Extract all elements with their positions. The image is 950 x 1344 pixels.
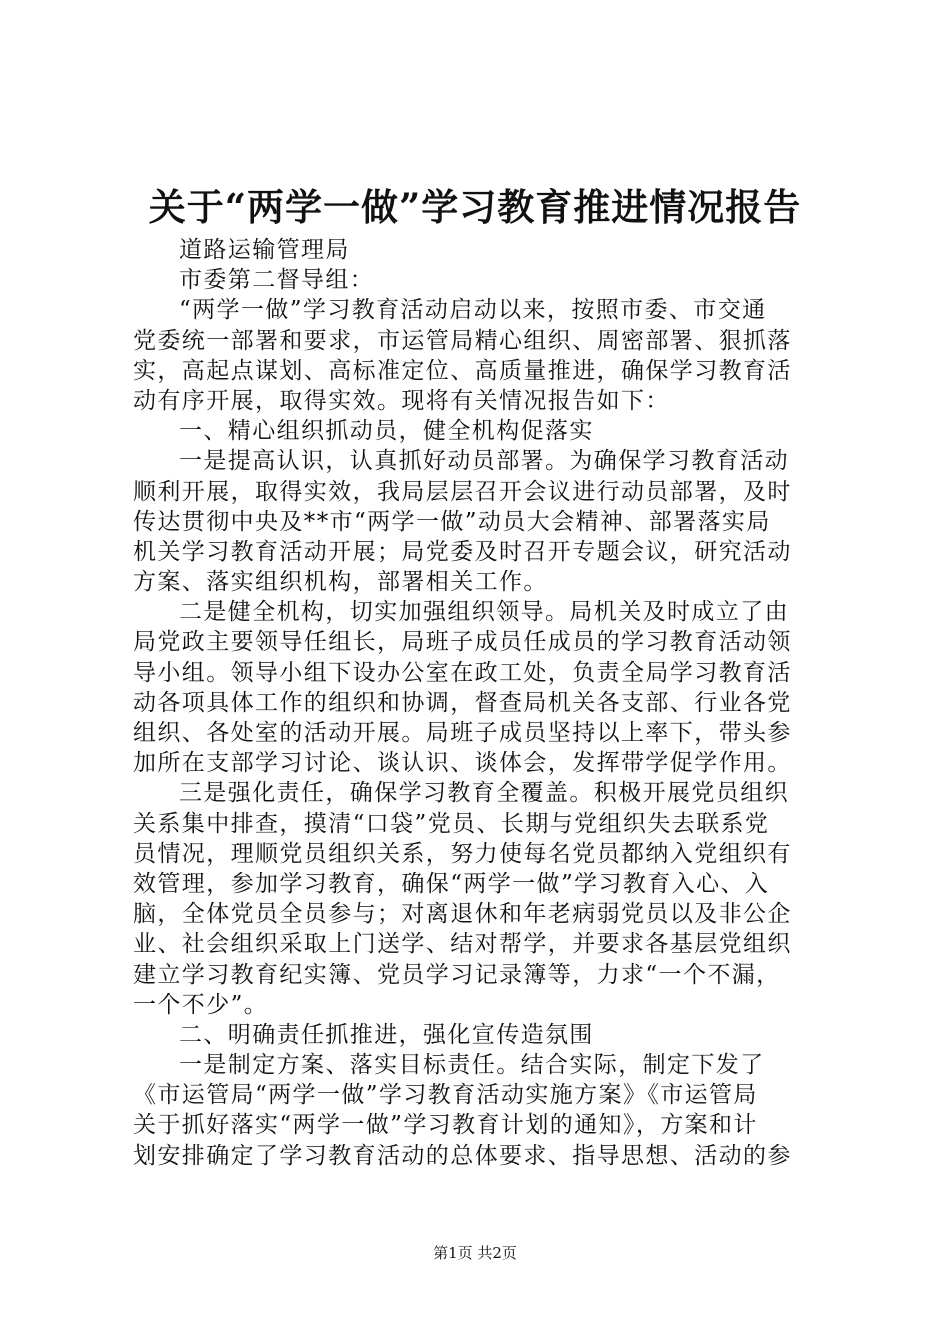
text-line: 一是提高认识，认真抓好动员部署。为确保学习教育活动: [179, 448, 789, 475]
text-line: 传达贯彻中央及**市“两学一做”动员大会精神、部署落实局: [133, 508, 771, 535]
text-line: 效管理，参加学习教育，确保“两学一做”学习教育入心、入: [133, 870, 770, 897]
text-line: 局党政主要领导任组长，局班子成员任成员的学习教育活动领: [133, 629, 792, 656]
text-line: 二是健全机构，切实加强组织领导。局机关及时成立了由: [179, 599, 789, 626]
text-line: 建立学习教育纪实簿、党员学习记录簿等，力求“一个不漏，: [133, 961, 781, 988]
text-line: 实，高起点谋划、高标准定位、高质量推进，确保学习教育活: [133, 357, 792, 384]
page-footer: 第1页 共2页: [433, 1244, 517, 1262]
text-line: 三是强化责任，确保学习教育全覆盖。积极开展党员组织: [179, 780, 789, 807]
text-line: 方案、落实组织机构，部署相关工作。: [133, 569, 548, 596]
text-line: 动有序开展，取得实效。现将有关情况报告如下：: [133, 387, 670, 414]
text-line: 一、精心组织抓动员，健全机构促落实: [179, 418, 594, 445]
text-line: 组织、各处室的活动开展。局班子成员坚持以上率下，带头参: [133, 720, 792, 746]
document-title: 关于“两学一做”学习教育推进情况报告: [148, 185, 802, 229]
text-line: “两学一做”学习教育活动启动以来，按照市委、市交通: [179, 297, 767, 324]
text-line: 脑，全体党员全员参与；对离退休和年老病弱党员以及非公企: [133, 901, 792, 928]
text-line: 《市运管局“两学一做”学习教育活动实施方案》《市运管局: [133, 1082, 758, 1109]
text-line: 二、明确责任抓推进，强化宣传造氛围: [179, 1021, 594, 1048]
text-line: 机关学习教育活动开展；局党委及时召开专题会议，研究活动: [133, 538, 792, 565]
text-line: 动各项具体工作的组织和协调，督查局机关各支部、行业各党: [133, 689, 792, 716]
text-line: 划安排确定了学习教育活动的总体要求、指导思想、活动的参: [133, 1142, 792, 1169]
text-line: 导小组。领导小组下设办公室在政工处，负责全局学习教育活: [133, 659, 792, 686]
text-line: 市委第二督导组：: [179, 267, 375, 294]
text-line: 顺利开展，取得实效，我局层层召开会议进行动员部署，及时: [133, 478, 792, 505]
text-line: 员情况，理顺党员组织关系，努力使每名党员都纳入党组织有: [133, 840, 792, 867]
text-line: 关于抓好落实“两学一做”学习教育计划的通知》，方案和计: [133, 1112, 758, 1139]
text-line: 道路运输管理局: [179, 237, 350, 263]
text-line: 业、社会组织采取上门送学、结对帮学，并要求各基层党组织: [133, 931, 792, 958]
text-line: 一是制定方案、落实目标责任。结合实际，制定下发了: [179, 1052, 765, 1079]
text-line: 关系集中排查，摸清“口袋”党员、长期与党组织失去联系党: [133, 810, 770, 837]
text-line: 党委统一部署和要求，市运管局精心组织、周密部署、狠抓落: [133, 327, 792, 354]
document-body: [133, 235, 828, 1171]
text-line: 加所在支部学习讨论、谈认识、谈体会，发挥带学促学作用。: [133, 750, 792, 777]
text-line: 一个不少”。: [133, 991, 269, 1018]
